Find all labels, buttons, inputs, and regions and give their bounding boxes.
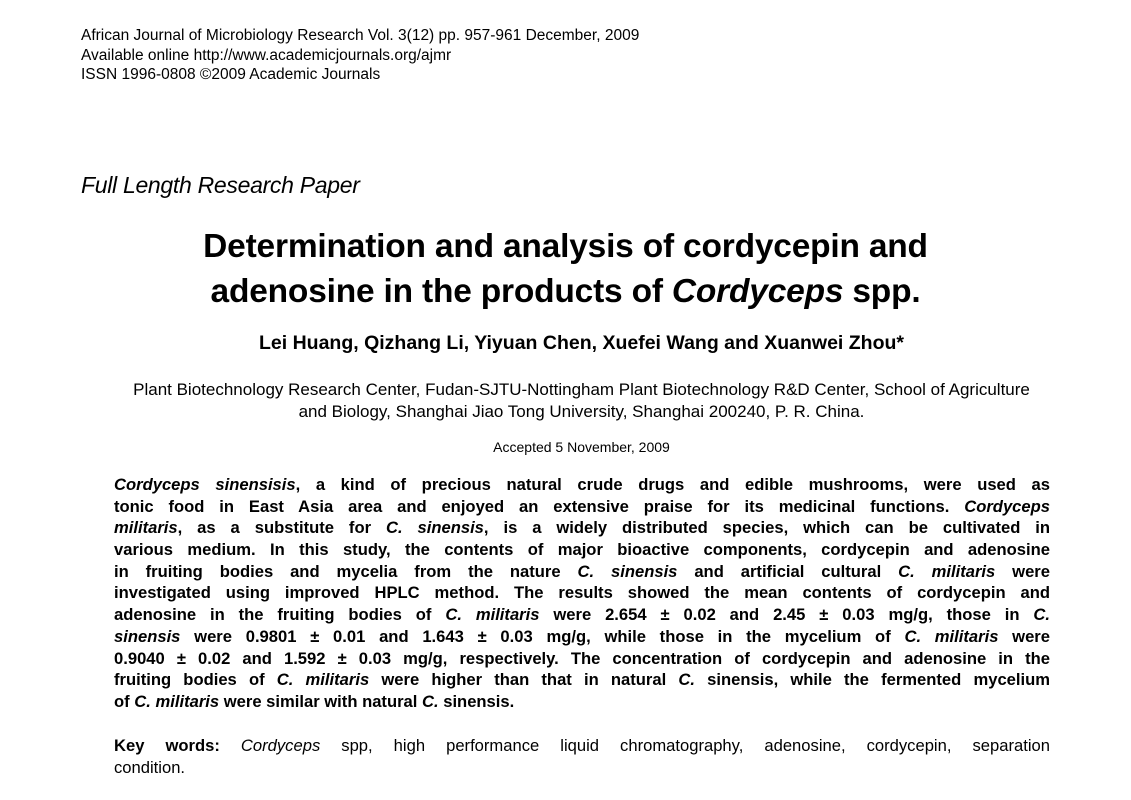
title-line-1: Determination and analysis of cordycepin and (203, 228, 928, 265)
abstract (114, 474, 1050, 713)
abstract-line: investigated using improved HPLC method. The results showed the mean contents of cordycepin and (114, 583, 1050, 603)
abstract-line: of C. militaris were similar with natural C. sinensis. (114, 691, 515, 711)
abstract-line: fruiting bodies of C. militaris were higher than that in natural C. sinensis, while the fermented mycelium (114, 670, 1051, 690)
paper-type: Full Length Research Paper (81, 172, 360, 198)
abstract-line: adenosine in the fruiting bodies of C. militaris were 2.654 ± 0.02 and 2.45 ± 0.03 mg/g, those in C. (114, 605, 1050, 625)
abstract-line: Cordyceps sinensisis, a kind of precious natural crude drugs and edible mushrooms, were used as (114, 475, 1050, 494)
paper-title (0, 224, 1131, 314)
journal-header (81, 26, 639, 85)
keywords (114, 735, 1050, 779)
keywords-line-1: Key words: Cordyceps spp, high performance liquid chromatography, adenosine, cordycepin, separation (114, 736, 1050, 755)
affiliation (0, 379, 1131, 422)
abstract-line: tonic food in East Asia area and enjoyed an extensive praise for its medicinal functions. Cordyceps (114, 496, 1050, 516)
authors: Lei Huang, Qizhang Li, Yiyuan Chen, Xuefei Wang and Xuanwei Zhou* (259, 332, 904, 354)
abstract-line: in fruiting bodies and mycelia from the nature C. sinensis and artificial cultural C. militaris were (114, 561, 1050, 581)
keywords-line-2: condition. (114, 758, 186, 777)
abstract-line: militaris, as a substitute for C. sinensis, is a widely distributed species, which can be cultivated in (114, 518, 1051, 538)
journal-url: Available online http://www.academicjournals.org/ajmr (81, 46, 452, 64)
abstract-line: various medium. In this study, the contents of major bioactive components, cordycepin and adenosine (114, 540, 1050, 560)
abstract-line: sinensis were 0.9801 ± 0.01 and 1.643 ± 0.03 mg/g, while those in the mycelium of C. militaris were (114, 626, 1050, 646)
affiliation-line-1: Plant Biotechnology Research Center, Fudan-SJTU-Nottingham Plant Biotechnology R&D Center, School of Agriculture (133, 380, 1030, 399)
accepted-date: Accepted 5 November, 2009 (493, 439, 670, 455)
journal-citation: African Journal of Microbiology Research Vol. 3(12) pp. 957-961 December, 2009 (81, 27, 640, 44)
affiliation-line-2: and Biology, Shanghai Jiao Tong University, Shanghai 200240, P. R. China. (298, 401, 865, 421)
keywords-label: Key words: (114, 736, 220, 755)
title-line-2: adenosine in the products of Cordyceps spp. (210, 273, 921, 310)
abstract-line: 0.9040 ± 0.02 and 1.592 ± 0.03 mg/g, respectively. The concentration of cordycepin and adenosine in the (114, 648, 1050, 668)
journal-issn: ISSN 1996-0808 ©2009 Academic Journals (81, 66, 381, 83)
